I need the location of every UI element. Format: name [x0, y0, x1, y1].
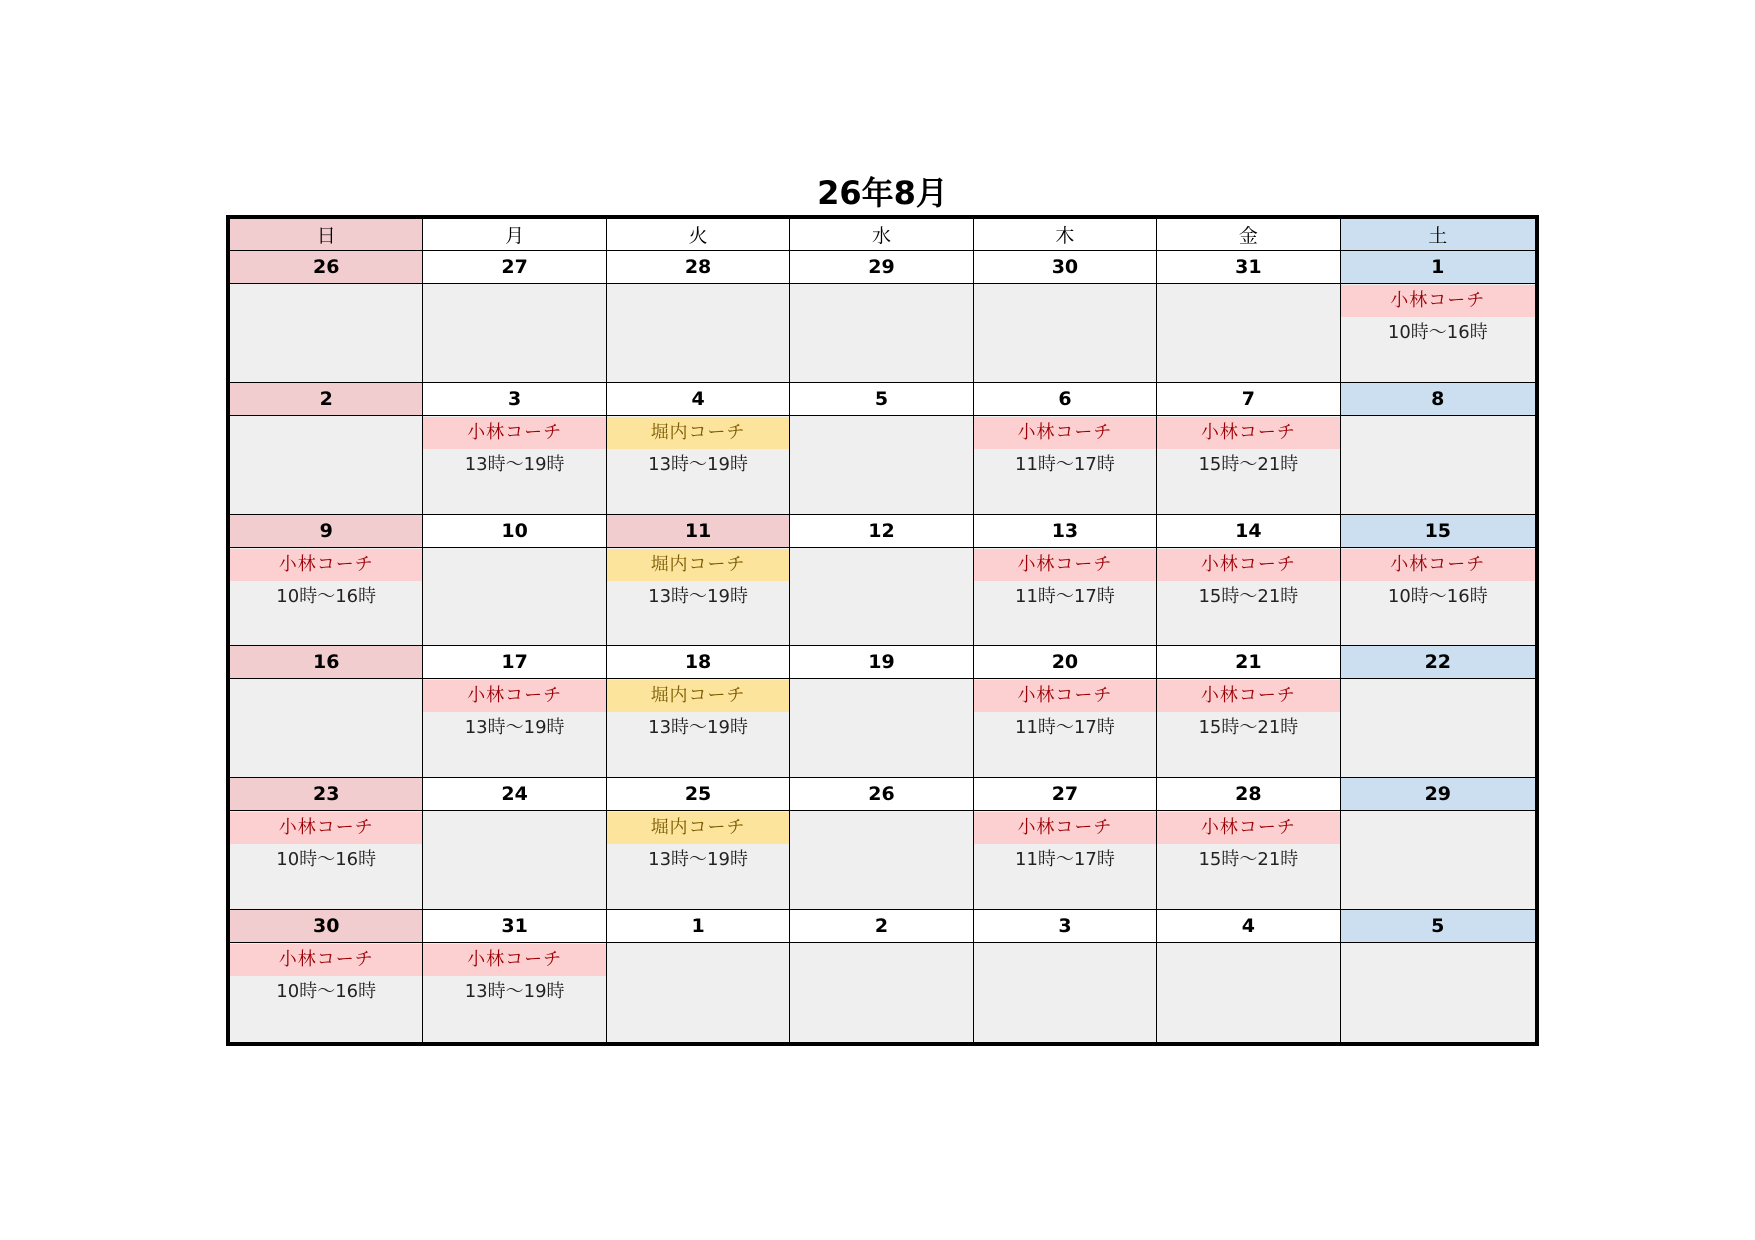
coach-tag: 小林コーチ: [230, 944, 422, 976]
day-cell[interactable]: [974, 416, 1157, 515]
session-time: 11時～17時: [1015, 849, 1115, 871]
day-cell[interactable]: [1157, 416, 1340, 515]
day-cell[interactable]: [230, 679, 423, 778]
day-number: 1: [607, 910, 790, 943]
day-number: 2: [790, 910, 973, 943]
day-number: 5: [790, 383, 973, 416]
day-number: 22: [1341, 646, 1535, 679]
coach-tag: 小林コーチ: [230, 812, 422, 844]
weekday-header: 日: [230, 219, 423, 251]
session-time: 13時～19時: [648, 453, 748, 475]
day-cell[interactable]: [1341, 416, 1535, 515]
coach-tag: 小林コーチ: [1157, 417, 1339, 449]
day-cell[interactable]: [790, 811, 973, 910]
day-cell[interactable]: [790, 548, 973, 647]
day-number: 7: [1157, 383, 1340, 416]
day-cell[interactable]: [974, 811, 1157, 910]
day-cell[interactable]: [230, 284, 423, 383]
day-cell[interactable]: [423, 416, 606, 515]
session-time: 10時～16時: [1387, 585, 1488, 607]
day-cell[interactable]: [974, 943, 1157, 1042]
day-number: 25: [607, 778, 790, 811]
day-cell[interactable]: [1341, 811, 1535, 910]
day-cell[interactable]: [1157, 679, 1340, 778]
day-number: 29: [790, 251, 973, 284]
calendar-grid: [230, 219, 1535, 1042]
session-time: 15時～21時: [1198, 453, 1299, 475]
day-number: 16: [230, 646, 423, 679]
coach-tag: 堀内コーチ: [607, 549, 789, 581]
session-time: 15時～21時: [1198, 849, 1299, 871]
day-number: 1: [1341, 251, 1535, 284]
day-number: 11: [607, 515, 790, 548]
weekday-header: 木: [974, 219, 1157, 251]
day-cell[interactable]: [423, 284, 606, 383]
coach-tag: 小林コーチ: [1157, 812, 1339, 844]
session-time: 10時～16時: [276, 981, 377, 1003]
day-cell[interactable]: [790, 679, 973, 778]
day-number: 28: [1157, 778, 1340, 811]
day-number: 30: [230, 910, 423, 943]
day-cell[interactable]: [607, 284, 790, 383]
weekday-header: 土: [1341, 219, 1535, 251]
weekday-header: 月: [423, 219, 606, 251]
coach-tag: 堀内コーチ: [607, 812, 789, 844]
day-number: 30: [974, 251, 1157, 284]
coach-tag: 小林コーチ: [974, 680, 1156, 712]
day-cell[interactable]: [607, 943, 790, 1042]
calendar-table: [226, 215, 1539, 1046]
day-number: 3: [423, 383, 606, 416]
day-number: 9: [230, 515, 423, 548]
day-number: 24: [423, 778, 606, 811]
day-number: 12: [790, 515, 973, 548]
day-cell[interactable]: [230, 548, 423, 647]
day-cell[interactable]: [607, 679, 790, 778]
day-number: 13: [974, 515, 1157, 548]
day-cell[interactable]: [230, 943, 423, 1042]
day-cell[interactable]: [1341, 943, 1535, 1042]
session-time: 11時～17時: [1015, 717, 1115, 739]
coach-tag: 小林コーチ: [1157, 549, 1339, 581]
day-cell[interactable]: [1157, 943, 1340, 1042]
session-time: 15時～21時: [1198, 717, 1299, 739]
day-cell[interactable]: [974, 679, 1157, 778]
day-cell[interactable]: [974, 548, 1157, 647]
session-time: 10時～16時: [276, 585, 377, 607]
weekday-header: 水: [790, 219, 973, 251]
day-number: 23: [230, 778, 423, 811]
day-cell[interactable]: [423, 811, 606, 910]
day-cell[interactable]: [1157, 811, 1340, 910]
day-cell[interactable]: [1157, 284, 1340, 383]
day-cell[interactable]: [1157, 548, 1340, 647]
day-number: 14: [1157, 515, 1340, 548]
day-number: 15: [1341, 515, 1535, 548]
coach-tag: 小林コーチ: [1341, 285, 1535, 317]
coach-tag: 小林コーチ: [423, 417, 605, 449]
day-number: 29: [1341, 778, 1535, 811]
coach-tag: 堀内コーチ: [607, 680, 789, 712]
coach-tag: 小林コーチ: [230, 549, 422, 581]
day-number: 4: [1157, 910, 1340, 943]
day-cell[interactable]: [423, 943, 606, 1042]
day-cell[interactable]: [1341, 284, 1535, 383]
session-time: 11時～17時: [1015, 585, 1115, 607]
day-cell[interactable]: [230, 416, 423, 515]
day-number: 17: [423, 646, 606, 679]
day-number: 21: [1157, 646, 1340, 679]
day-number: 26: [230, 251, 423, 284]
session-time: 13時～19時: [648, 585, 748, 607]
calendar-title: 26年8月: [817, 174, 948, 212]
coach-tag: 堀内コーチ: [607, 417, 789, 449]
coach-tag: 小林コーチ: [974, 417, 1156, 449]
day-cell[interactable]: [423, 548, 606, 647]
day-number: 27: [974, 778, 1157, 811]
day-number: 10: [423, 515, 606, 548]
day-number: 8: [1341, 383, 1535, 416]
day-cell[interactable]: [974, 284, 1157, 383]
weekday-header: 金: [1157, 219, 1340, 251]
coach-tag: 小林コーチ: [1341, 549, 1535, 581]
day-number: 28: [607, 251, 790, 284]
day-cell[interactable]: [607, 416, 790, 515]
day-cell[interactable]: [790, 943, 973, 1042]
day-cell[interactable]: [230, 811, 423, 910]
day-number: 31: [1157, 251, 1340, 284]
session-time: 15時～21時: [1198, 585, 1299, 607]
day-number: 2: [230, 383, 423, 416]
day-number: 31: [423, 910, 606, 943]
coach-tag: 小林コーチ: [423, 944, 605, 976]
day-cell[interactable]: [607, 548, 790, 647]
day-number: 5: [1341, 910, 1535, 943]
day-number: 18: [607, 646, 790, 679]
coach-tag: 小林コーチ: [423, 680, 605, 712]
day-cell[interactable]: [790, 416, 973, 515]
session-time: 13時～19時: [464, 453, 565, 475]
day-number: 6: [974, 383, 1157, 416]
coach-tag: 小林コーチ: [1157, 680, 1339, 712]
session-time: 13時～19時: [648, 717, 748, 739]
day-number: 4: [607, 383, 790, 416]
day-number: 19: [790, 646, 973, 679]
day-cell[interactable]: [423, 679, 606, 778]
session-time: 11時～17時: [1015, 453, 1115, 475]
day-number: 27: [423, 251, 606, 284]
session-time: 10時～16時: [1387, 321, 1488, 343]
coach-tag: 小林コーチ: [974, 549, 1156, 581]
day-number: 3: [974, 910, 1157, 943]
weekday-header: 火: [607, 219, 790, 251]
session-time: 10時～16時: [276, 849, 377, 871]
session-time: 13時～19時: [648, 849, 748, 871]
session-time: 13時～19時: [464, 717, 565, 739]
day-number: 26: [790, 778, 973, 811]
session-time: 13時～19時: [464, 981, 565, 1003]
day-cell[interactable]: [790, 284, 973, 383]
day-cell[interactable]: [1341, 548, 1535, 647]
day-cell[interactable]: [607, 811, 790, 910]
day-number: 20: [974, 646, 1157, 679]
day-cell[interactable]: [1341, 679, 1535, 778]
coach-tag: 小林コーチ: [974, 812, 1156, 844]
